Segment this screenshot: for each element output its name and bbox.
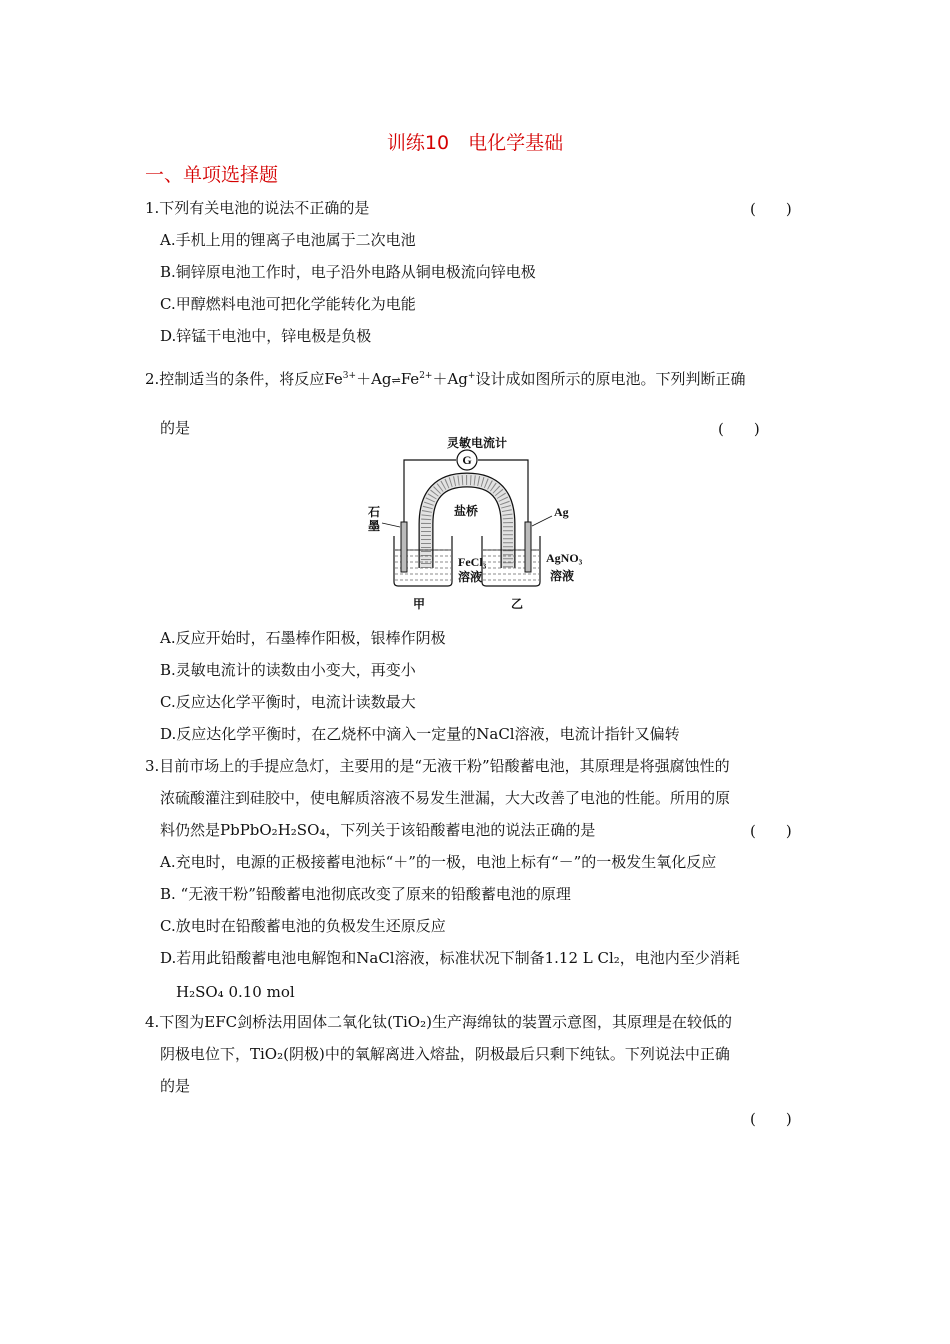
q2-charge-fe3: 3+ [342,371,357,381]
graphite-label-2: 墨 [368,519,381,533]
q2-equilibrium-sign: ⇌ [391,374,401,387]
q2-stem-suffix: 设计成如图所示的原电池。下列判断正确 [475,370,746,388]
agno3-label: AgNO₃ [546,551,583,565]
page-title: 训练10 电化学基础 [386,132,564,154]
q3-answer-paren: ( ) [750,822,792,840]
fecl3-label: FeCl₃ [458,555,487,569]
silver-electrode [525,522,531,572]
q3-option-b: B. “无液干粉”铅酸蓄电池彻底改变了原来的铅酸蓄电池的原理 [160,885,571,903]
q3-stem-line1: 3.目前市场上的手提应急灯，主要用的是“无液干粉”铅酸蓄电池，其原理是将强腐蚀性的 [145,757,730,775]
q1-option-b: B.铜锌原电池工作时，电子沿外电路从铜电极流向锌电极 [160,263,536,281]
q3-option-a: A.充电时，电源的正极接蓄电池标“＋”的一极，电池上标有“－”的一极发生氧化反应 [160,853,717,871]
salt-bridge-label: 盐桥 [454,504,479,518]
beaker-right-label: 乙 [511,597,524,611]
q3-option-d-line1: D.若用此铅酸蓄电池电解饱和NaCl溶液，标准状况下制备1.12 L Cl₂，电池内至少消耗 [160,949,740,967]
graphite-label-1: 石 [368,505,381,519]
q2-charge-fe2: 2+ [419,371,433,381]
silver-pointer [532,516,552,526]
galvanometer-symbol: G [462,453,472,467]
agno3-solution-label: 溶液 [550,569,575,583]
q2-stem [145,366,745,391]
q4-stem-line3: 的是 [160,1077,191,1095]
graphite-pointer [382,523,400,527]
q1-option-c: C.甲醇燃料电池可把化学能转化为电能 [160,295,416,313]
q2-stem-ag: ＋Ag [356,370,392,388]
q2-option-a: A.反应开始时，石墨棒作阳极，银棒作阴极 [160,629,446,647]
galvanic-cell-diagram [360,432,600,614]
q2-stem-prefix: 2.控制适当的条件，将反应Fe [145,370,343,388]
q2-option-c: C.反应达化学平衡时，电流计读数最大 [160,693,416,711]
silver-label: Ag [554,505,569,519]
q1-answer-paren: ( ) [750,200,792,218]
galvanometer-label: 灵敏电流计 [447,436,508,450]
q1-stem: 1.下列有关电池的说法不正确的是 [145,199,370,217]
section-heading: 一、单项选择题 [145,164,279,186]
q4-answer-paren: ( ) [750,1110,792,1128]
fecl3-solution-label: 溶液 [458,570,483,584]
q3-option-d-line2: H₂SO₄ 0.10 mol [176,983,295,1001]
graphite-electrode [401,522,407,572]
q2-option-d: D.反应达化学平衡时，在乙烧杯中滴入一定量的NaCl溶液，电流计指针又偏转 [160,725,680,743]
q3-stem-line2: 浓硫酸灌注到硅胶中，使电解质溶液不易发生泄漏，大大改善了电池的性能。所用的原 [160,789,731,807]
q2-answer-paren: ( ) [718,420,760,438]
q2-charge-ag: + [467,371,476,381]
q4-stem-line1: 4.下图为EFC剑桥法用固体二氧化钛(TiO₂)生产海绵钛的装置示意图，其原理是在较低的 [145,1013,732,1031]
q2-stem-fe: Fe [400,370,420,388]
q1-option-a: A.手机上用的锂离子电池属于二次电池 [160,231,416,249]
q3-option-c: C.放电时在铅酸蓄电池的负极发生还原反应 [160,917,446,935]
q2-option-b: B.灵敏电流计的读数由小变大，再变小 [160,661,416,679]
beaker-left-label: 甲 [413,597,426,611]
q4-stem-line2: 阴极电位下，TiO₂(阴极)中的氧解离进入熔盐，阴极最后只剩下纯钛。下列说法中正确 [160,1045,730,1063]
q2-stem-ag-ion: ＋Ag [432,370,468,388]
q3-stem-line3: 料仍然是PbPbO₂H₂SO₄，下列关于该铅酸蓄电池的说法正确的是 [160,821,596,839]
q2-stem-line2: 的是 [160,419,191,437]
q1-option-d: D.锌锰干电池中，锌电极是负极 [160,327,372,345]
